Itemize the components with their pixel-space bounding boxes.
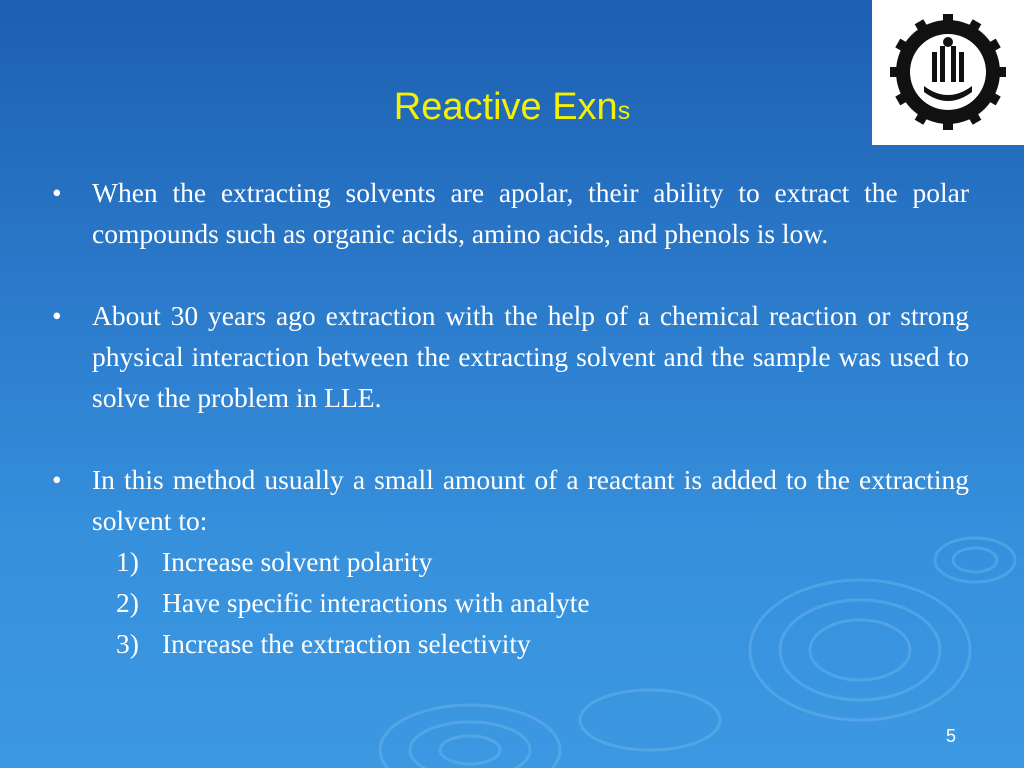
slide-body <box>52 172 969 664</box>
numbered-item <box>52 582 969 623</box>
item-text: Increase solvent polarity <box>162 546 433 577</box>
bullet-text: In this method usually a small amount of a reactant is added to the extracting solvent to: <box>92 464 969 536</box>
slide-title-main: Reactive Exn <box>393 86 618 128</box>
item-text: Increase the extraction selectivity <box>162 628 531 659</box>
bullet-item <box>52 459 969 541</box>
bullet-marker: • <box>52 177 62 208</box>
bullet-text: About 30 years ago extraction with the help of a chemical reaction or strong physical interaction between the extracting solvent and the sample was used to solve the problem in LLE. <box>92 300 969 413</box>
item-number: 1) <box>116 546 139 577</box>
numbered-item <box>52 541 969 582</box>
numbered-item <box>52 623 969 664</box>
item-text: Have specific interactions with analyte <box>162 587 590 618</box>
bullet-item <box>52 295 969 418</box>
bullet-item <box>52 172 969 254</box>
bullet-marker: • <box>52 300 62 331</box>
slide-title <box>0 86 1024 129</box>
item-number: 3) <box>116 628 139 659</box>
slide-title-subscript: s <box>617 97 631 125</box>
bullet-marker: • <box>52 464 62 495</box>
numbered-list <box>52 541 969 664</box>
bullet-text: When the extracting solvents are apolar, their ability to extract the polar compounds such as organic acids, amino acids, and phenols is low. <box>92 177 969 249</box>
page-number: 5 <box>946 726 957 746</box>
item-number: 2) <box>116 587 139 618</box>
